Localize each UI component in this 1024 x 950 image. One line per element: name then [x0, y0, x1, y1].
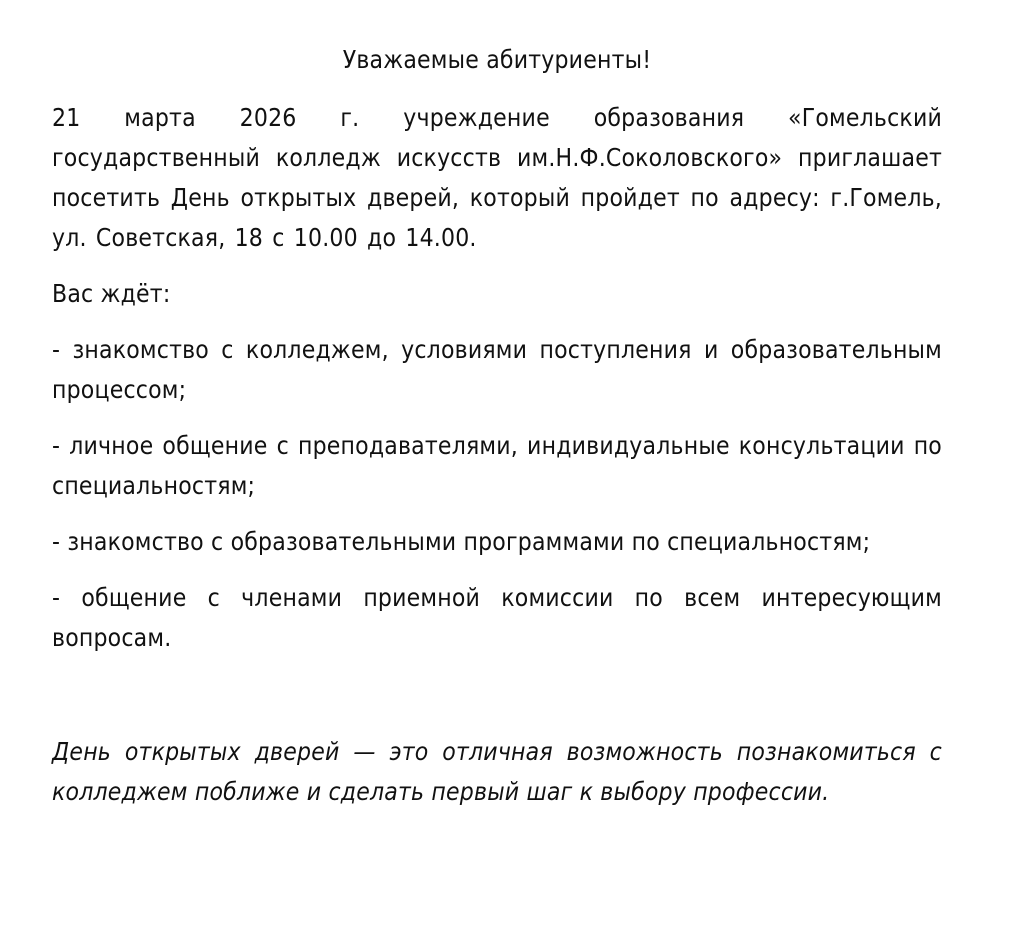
page-title: Уважаемые абитуриенты! — [342, 45, 652, 74]
document — [52, 40, 942, 812]
closing-paragraph: День открытых дверей — это отличная возможность познакомиться с колледжем поближе и сделать первый шаг к выбору профессии. — [52, 737, 942, 806]
list-item: - знакомство с колледжем, условиями поступления и образовательным процессом; — [52, 335, 942, 404]
list-item: - общение с членами приемной комиссии по всем интересующим вопросам. — [52, 583, 942, 652]
intro-paragraph: 21 марта 2026 г. учреждение образования «Гомельский государственный колледж искусств им.Н.Ф.Соколовского» приглашает посетить День открытых дверей, который пройдет по адресу: г.Гомель, ул. Советская, 18 с 10.00 до 14.00. — [52, 103, 942, 252]
wait-label: Вас ждёт: — [52, 279, 171, 308]
list-item: - личное общение с преподавателями, индивидуальные консультации по специальностям; — [52, 431, 942, 500]
list-item: - знакомство с образовательными программами по специальностям; — [52, 527, 871, 556]
